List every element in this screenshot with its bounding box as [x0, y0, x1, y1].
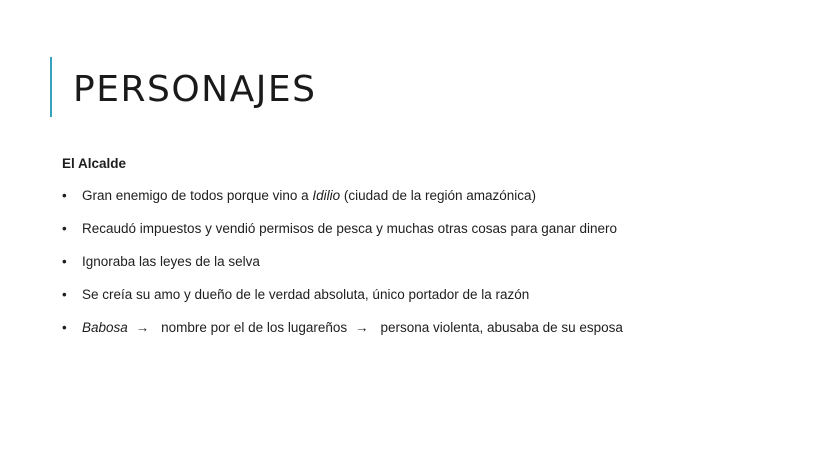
title-accent-bar [50, 57, 52, 117]
bullet-text: persona violenta, abusaba de su esposa [380, 320, 623, 335]
bullet-item [62, 220, 782, 238]
bullet-list [62, 187, 782, 337]
bullet-icon: • [62, 188, 67, 203]
slide-content [62, 155, 782, 352]
bullet-text: Recaudó impuestos y vendió permisos de pesca y muchas otras cosas para ganar dinero [82, 221, 618, 236]
bullet-item [62, 286, 782, 304]
bullet-icon: • [62, 287, 67, 302]
bullet-icon: • [62, 254, 67, 269]
bullet-text: Ignoraba las leyes de la selva [82, 254, 260, 269]
bullet-italic-text: Idilio [312, 188, 341, 203]
arrow-right-icon: → [135, 320, 150, 335]
bullet-italic-text: Babosa [82, 320, 128, 335]
subheading: El Alcalde [62, 156, 127, 171]
bullet-item [62, 319, 782, 337]
bullet-text: Gran enemigo de todos porque vino a [82, 188, 313, 203]
bullet-text: nombre por el de los lugareños [161, 320, 348, 335]
slide-title: PERSONAJES [73, 69, 317, 110]
bullet-text: Se creía su amo y dueño de le verdad absoluta, único portador de la razón [82, 287, 530, 302]
bullet-icon: • [62, 320, 67, 335]
arrow-right-icon: → [354, 320, 369, 335]
bullet-text: (ciudad de la región amazónica) [340, 188, 537, 203]
bullet-item [62, 253, 782, 271]
bullet-icon: • [62, 221, 67, 236]
bullet-item [62, 187, 782, 205]
